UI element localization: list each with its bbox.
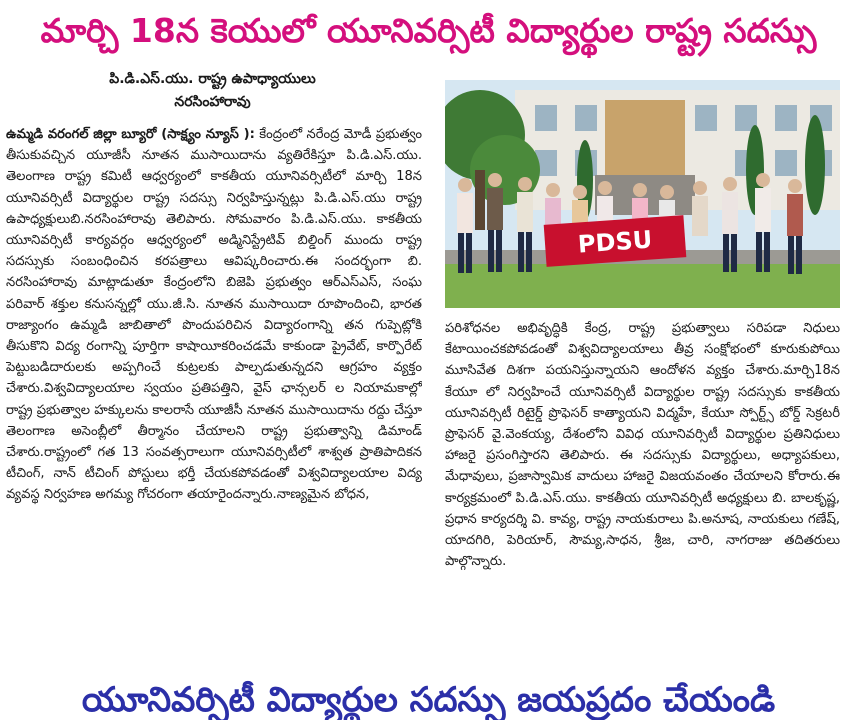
headline: మార్చి 18న కెయులో యూనివర్సిటీ విద్యార్థుల రాష్ట్ర సదస్సు	[40, 11, 817, 50]
banner-text: PDSU	[577, 225, 654, 259]
byline-name: నరసింహారావు	[174, 94, 251, 110]
article-body-right: పరిశోధనల అభివృద్ధికి కేంద్ర, రాష్ట్ర ప్రభుత్వాలు సరిపడా నిధులు కేటాయించకపోవడంతో విశ్వవిద్యాలయాలు తీవ్ర సంక్షోభంలో కూరుకుపోయి మూసివేత దిశగా పయనిస్తున్నాయని ఆందోళన వ్యక్తం చేశారు.మార్చి18న కేయూ లో నిర్వహించే యూనివర్సిటీ విద్యార్థుల రాష్ట్ర సదస్సుకు కాకతీయ యూనివర్సిటీ రిటైర్డ్ ప్రొఫెసర్ కాత్యాయని విద్మహే, కేయూ స్పోర్ట్స్ బోర్డ్ సెక్రటరీ ప్రొఫెసర్ వై.వెంకయ్య, దేశంలోని వివిధ యూనివర్సిటీ విద్యార్థుల ప్రతినిధులు హాజరై ప్రసంగిస్తారని తెలిపారు. ఈ సదస్సుకు విద్యార్థులు, అధ్యాపకులు, మేధావులు, ప్రజాస్వామిక వాదులు హాజరై విజయవంతం చేయాలని కోరారు.ఈ కార్యక్రమంలో పి.డి.ఎస్.యు. కాకతీయ యూనివర్సిటీ అధ్యక్షులు బి. బాలకృష్ణ, ప్రధాన కార్యదర్శి వి. కావ్య, రాష్ట్ర నాయకురాలు పి.అనూష, నాయకులు గణేష్, యాదగిరి, పెరియార్, సౌమ్య,సాధన, శ్రీజ, చారి, నాగరాజు తదితరులు పాల్గొన్నారు.	[445, 321, 840, 570]
article-column-left	[6, 124, 422, 672]
news-photo	[445, 80, 840, 308]
article-column-right	[445, 318, 840, 672]
byline-designation: పి.డి.ఎస్.యు. రాష్ట్ర ఉపాధ్యాయులు	[109, 71, 316, 87]
dateline: ఉమ్మడి వరంగల్ జిల్లా బ్యూరో (సాక్ష్యం న్యూస్ ):	[6, 127, 255, 142]
article-body-left: కేంద్రంలో నరేంద్ర మోడీ ప్రభుత్వం తీసుకువచ్చిన యూజీసీ నూతన ముసాయిదాను వ్యతిరేకిస్తూ పి.డి.ఎస్.యు. తెలంగాణ రాష్ట్ర కమిటీ ఆధ్వర్యంలో కాకతీయ యూనివర్సిటీలో మార్చి 18న యూనివర్సిటీ విద్యార్థుల రాష్ట్ర సదస్సు నిర్వహిస్తున్నట్లు పి.డి.ఎస్.యు రాష్ట్ర ఉపాధ్యక్షులుబి.నరసింహారావు తెలిపారు. సోమవారం పి.డి.ఎస్.యు. కాకతీయ యూనివర్సిటీ కార్యవర్గం ఆధ్వర్యంలో అడ్మినిస్ట్రేటివ్ బిల్డింగ్ ముందు రాష్ట్ర సదస్సుకు సంబంధించిన కరపత్రాలు ఆవిష్కరించారు.ఈ సందర్భంగా బి. నరసింహారావు మాట్లాడుతూ కేంద్రంలోని బిజెపి ప్రభుత్వం ఆర్ఎస్ఎస్, సంఘ పరివార్ శక్తుల కనుసన్నల్లో యు.జీ.సి. నూతన ముసాయిదా రూపొందించి, భారత రాజ్యాంగం ఉమ్మడి జాబితాలో పొందుపరిచిన విద్యారంగాన్ని తన గుప్పెట్లోకి తీసుకొని విద్య రంగాన్ని పూర్తిగా కాషాయీకరించడమే కాకుండా ప్రైవేట్, కార్పొరేట్ పెట్టుబడిదారులకు అప్పగించే కుట్రలకు పాల్పడుతున్నదని ఆగ్రహం వ్యక్తం చేశారు.విశ్వవిద్యాలయాల స్వయం ప్రతిపత్తిని, వైస్ ఛాన్సలర్ ల నియామకాల్లో రాష్ట్ర ప్రభుత్వాల హక్కులను కాలరాసే యూజీసీ నూతన ముసాయిదాను రద్దు చేస్తూ తెలంగాణ అసెంబ్లీలో తీర్మానం చేయాలని రాష్ట్ర ప్రభుత్వాన్ని డిమాండ్ చేశారు.రాష్ట్రంలో గత 13 సంవత్సరాలుగా యూనివర్సిటీలో శాశ్వత ప్రాతిపాదికన టీచింగ్, నాన్ టీచింగ్ పోస్టులు భర్తీ చేయకపోవడంతో విశ్వవిద్యాలయాల విద్య వ్యవస్థ నిర్వహణ అగమ్య గోచరంగా తయారైందన్నారు.నాణ్యమైన బోధన,	[6, 127, 422, 503]
byline	[0, 68, 425, 114]
next-article-headline: యూనివర్సిటీ విద్యార్థుల సదస్సు జయప్రదం చేయండి	[81, 680, 776, 720]
news-photo-illustration	[445, 80, 840, 308]
